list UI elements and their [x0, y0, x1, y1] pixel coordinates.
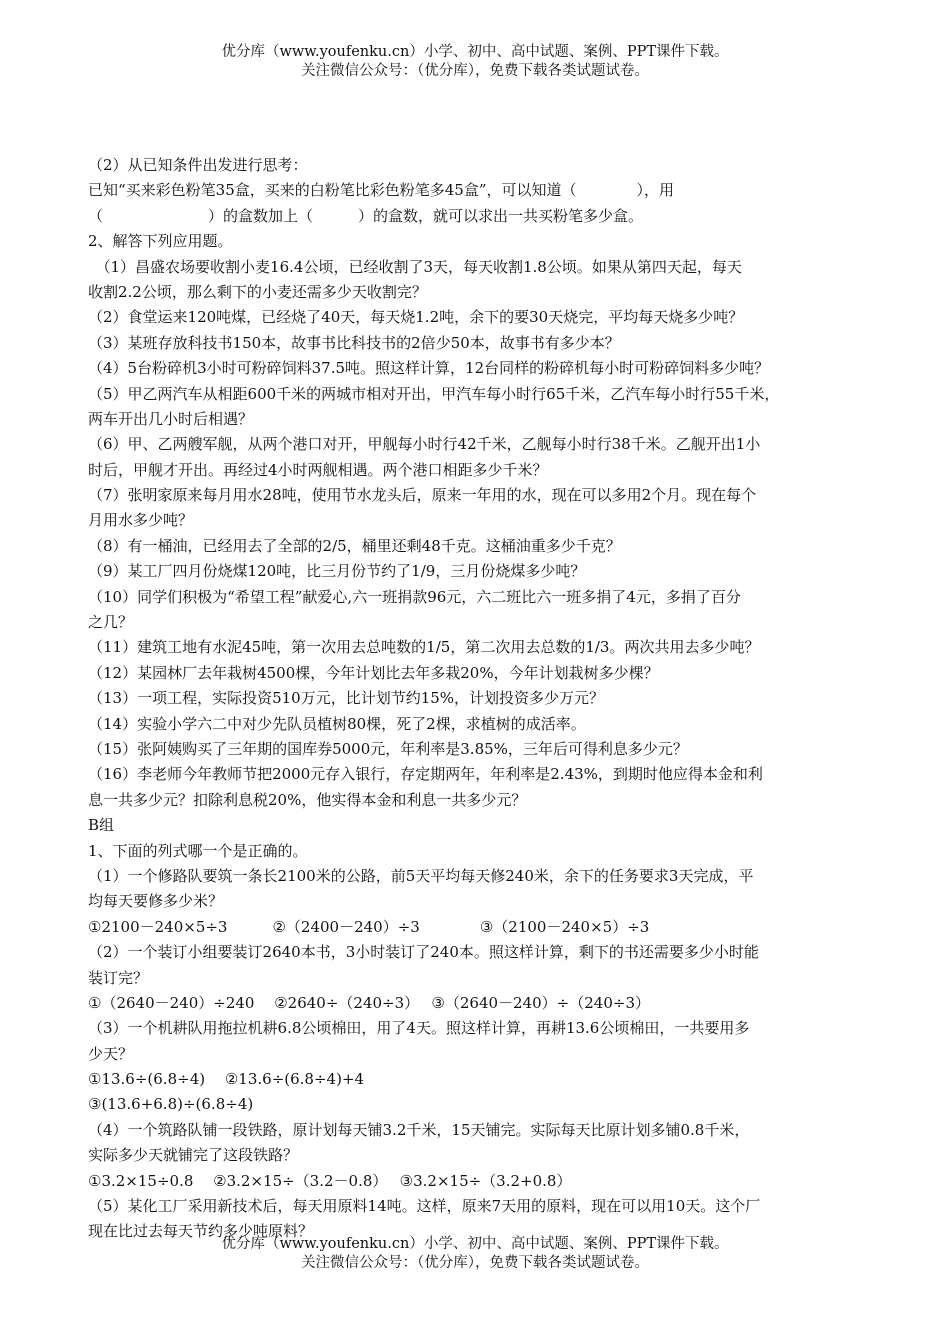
text-line: （6）甲、乙两艘军舰，从两个港口对开，甲舰每小时行42千米，乙舰每小时行38千米。乙舰开出1小 [88, 435, 761, 454]
text-line: 少天？ [88, 1044, 134, 1063]
header-line-1: 优分库（www.youfenku.cn）小学、初中、高中试题、案例、PPT课件下载。 [221, 44, 729, 60]
text-line: ①（2640－240）÷240 ②2640÷（240÷3） ③（2640－240）÷（240÷3） [88, 993, 650, 1012]
text-line: （2）从已知条件出发进行思考： [88, 156, 308, 174]
text-line: （4）5台粉碎机3小时可粉碎饲料37.5吨。照这样计算，12台同样的粉碎机每小时可粉碎饲料多少吨？ [88, 359, 770, 378]
text-line: 两车开出几小时后相遇？ [88, 409, 254, 428]
text-line: 之几？ [88, 613, 134, 632]
text-line: 现在比过去每天节约多少吨原料？ [88, 1222, 314, 1241]
text-line: 月用水多少吨？ [88, 511, 194, 530]
text-line: 均每天要修多少米？ [88, 892, 224, 911]
text-line: （5）某化工厂采用新技术后，每天用原料14吨。这样，原来7天用的原料，现在可以用10天。这个厂 [88, 1197, 761, 1216]
text-line: （8）有一桶油，已经用去了全部的2/5，桶里还剩48千克。这桶油重多少千克？ [88, 536, 621, 555]
text-line: 息一共多少元？扣除利息税20%，他实得本金和利息一共多少元？ [88, 790, 527, 809]
text-line: （9）某工厂四月份烧煤120吨，比三月份节约了1/9，三月份烧煤多少吨？ [88, 562, 586, 581]
text-line: ①2100－240×5÷3 ②（2400－240）÷3 ③（2100－240×5）÷3 [88, 917, 650, 936]
text-line: （7）张明家原来每月用水28吨，使用节水龙头后，原来一年用的水，现在可以多用2个月。现在每个 [88, 486, 757, 505]
text-line: 时后，甲舰才开出。再经过4小时两舰相遇。两个港口相距多少千米？ [88, 460, 548, 479]
header-line-2: 关注微信公众号：（优分库），免费下载各类试题试卷。 [301, 63, 649, 79]
text-line: （1）一个修路队要筑一条长2100米的公路，前5天平均每天修240米，余下的任务要求3天完成，平 [88, 866, 754, 885]
document-body [88, 153, 848, 1245]
page-header [0, 43, 950, 81]
page-footer [0, 1235, 950, 1273]
text-line: （16）李老师今年教师节把2000元存入银行，存定期两年，年利率是2.43%，到期时他应得本金和利 [88, 765, 763, 784]
text-line: 收割2.2公顷，那么剩下的小麦还需多少天收割完？ [88, 282, 427, 301]
text-line: （12）某园林厂去年栽树4500棵，今年计划比去年多栽20%，今年计划栽树多少棵？ [88, 663, 659, 682]
text-line: （10）同学们积极为“希望工程”献爱心,六一班捐款96元，六二班比六一班多捐了4元，多捐了百分 [88, 587, 741, 606]
text-line: ①3.2×15÷0.8 ②3.2×15÷（3.2－0.8） ③3.2×15÷（3.2+0.8） [88, 1171, 572, 1190]
text-line: （5）甲乙两汽车从相距600千米的两城市相对开出，甲汽车每小时行65千米，乙汽车每小时行55千米， [88, 384, 780, 403]
text-line: （2）食堂运来120吨煤，已经烧了40天，每天烧1.2吨，余下的要30天烧完，平均每天烧多少吨？ [88, 308, 744, 327]
text-line: 1、下面的列式哪一个是正确的。 [88, 841, 308, 860]
text-line: B组 [88, 816, 115, 835]
text-line: （ ）的盒数加上（ ）的盒数，就可以求出一共买粉笔多少盒。 [88, 206, 644, 225]
text-line: ①13.6÷(6.8÷4) ②13.6÷(6.8÷4)+4 [88, 1070, 365, 1089]
text-line: ③(13.6+6.8)÷(6.8÷4) [88, 1095, 254, 1114]
text-line: （3）一个机耕队用拖拉机耕6.8公顷棉田，用了4天。照这样计算，再耕13.6公顷棉田，一共要用多 [88, 1019, 750, 1038]
footer-line-1: 优分库（www.youfenku.cn）小学、初中、高中试题、案例、PPT课件下载。 [221, 1236, 729, 1252]
text-line: （4）一个筑路队铺一段铁路，原计划每天铺3.2千米，15天铺完。实际每天比原计划多铺0.8千米， [88, 1120, 750, 1139]
text-line: 2、解答下列应用题。 [88, 232, 233, 251]
text-line: （1）昌盛农场要收割小麦16.4公顷，已经收割了3天，每天收割1.8公顷。如果从第四天起，每天 [88, 257, 742, 276]
footer-line-2: 关注微信公众号：（优分库），免费下载各类试题试卷。 [301, 1255, 649, 1271]
text-line: （15）张阿姨购买了三年期的国库券5000元，年利率是3.85%，三年后可得利息多少元？ [88, 739, 688, 758]
text-line: （14）实验小学六二中对少先队员植树80棵，死了2棵，求植树的成活率。 [88, 714, 586, 733]
text-line: 装订完？ [88, 968, 149, 987]
text-line: 已知“买来彩色粉笔35盒，买来的白粉笔比彩色粉笔多45盒”，可以知道（ ），用 [88, 181, 675, 200]
text-line: （2）一个装订小组要装订2640本书，3小时装订了240本。照这样计算，剩下的书还需要多少小时能 [88, 943, 759, 962]
text-line: （13）一项工程，实际投资510万元，比计划节约15%，计划投资多少万元？ [88, 689, 605, 708]
text-line: （3）某班存放科技书150本，故事书比科技书的2倍少50本，故事书有多少本？ [88, 333, 620, 352]
text-line: 实际多少天就铺完了这段铁路？ [88, 1146, 299, 1165]
text-line: （11）建筑工地有水泥45吨，第一次用去总吨数的1/5，第二次用去总数的1/3。两次共用去多少吨？ [88, 638, 760, 657]
